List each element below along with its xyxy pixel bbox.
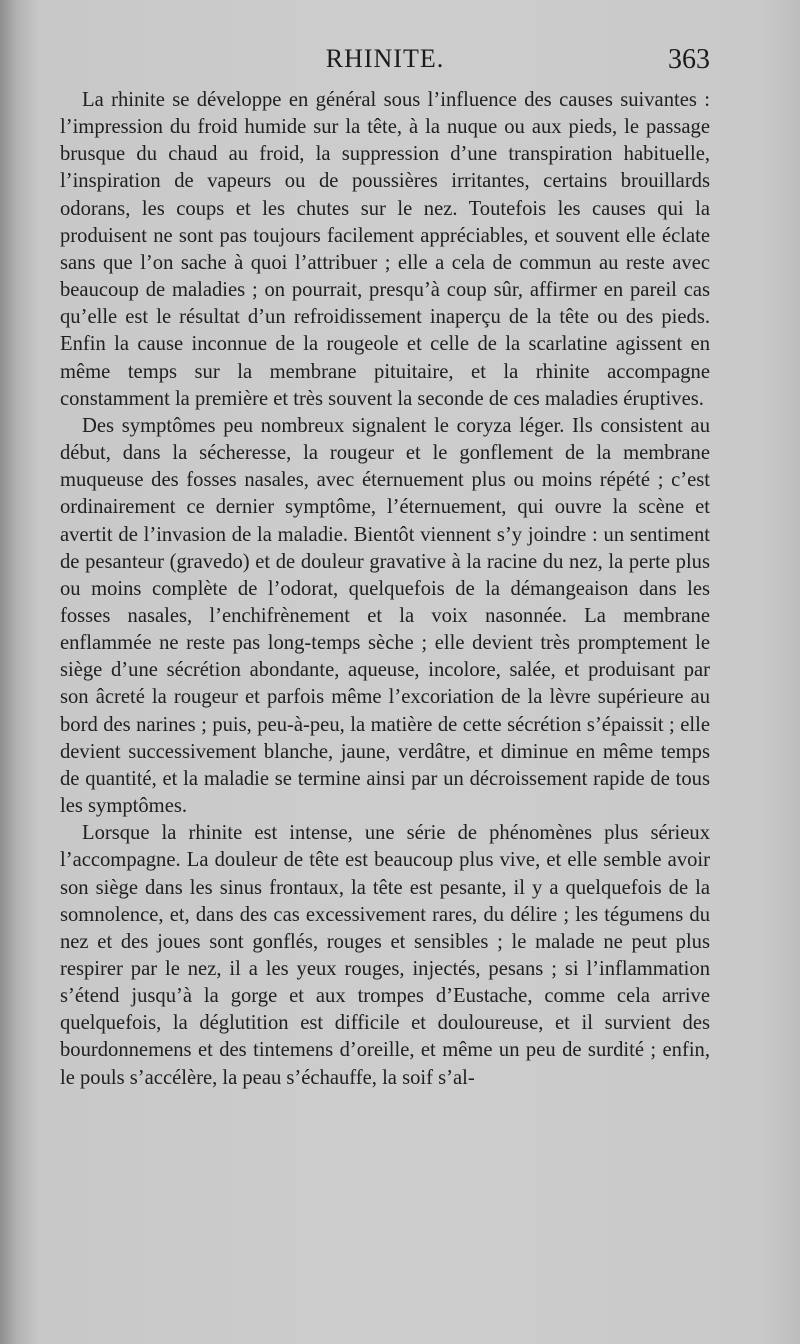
page-number: 363 [668, 44, 710, 75]
paragraph-symptoms: Des symptômes peu nombreux signalent le coryza léger. Ils consistent au début, dans la sécheresse, la rougeur et le gonflement de la membrane muqueuse des fosses nasales, avec éternuement plus ou moins répété ; c’est ordinairement ce dernier symptôme, l’éternuement, qui ouvre la scène et avertit de l’invasion de la maladie. Bientôt viennent s’y joindre : un sentiment de pesanteur (gravedo) et de douleur gravative à la racine du nez, la perte plus ou moins complète de l’odorat, quelquefois de la démangeaison dans les fosses nasales, l’enchifrènement et la voix nasonnée. La membrane enflammée ne reste pas long-temps sèche ; elle devient très promptement le siège d’une sécrétion abondante, aqueuse, incolore, salée, et produisant par son âcreté la rougeur et parfois même l’excoriation de la lèvre supérieure au bord des narines ; puis, peu-à-peu, la matière de cette sécrétion s’épaissit ; elle devient successivement blanche, jaune, verdâtre, et diminue en même temps de quantité, et la maladie se termine ainsi par un décroissement rapide de tous les symptômes. [60, 414, 710, 818]
paragraph-causes: La rhinite se développe en général sous l’influence des causes suivantes : l’impression du froid humide sur la tête, à la nuque ou aux pieds, le passage brusque du chaud au froid, la suppression d’une transpiration habituelle, l’inspiration de vapeurs ou de poussières irritantes, certains brouillards odorans, les coups et les chutes sur le nez. Toutefois les causes qui la produisent ne sont pas toujours facilement appréciables, et souvent elle éclate sans que l’on sache à quoi l’attribuer ; elle a cela de commun au reste avec beaucoup de maladies ; on pourrait, presqu’à coup sûr, affirmer en pareil cas qu’elle est le résultat d’un refroidissement inaperçu de la tête ou des pieds. Enfin la cause inconnue de la rougeole et celle de la scarlatine agissent en même temps sur la membrane pituitaire, et la rhinite accompagne constamment la première et très souvent la seconde de ces maladies éruptives. [60, 89, 710, 410]
page-header [60, 44, 710, 84]
running-title: RHINITE. [325, 44, 445, 73]
text-body [60, 87, 710, 1092]
paragraph-intense-rhinitis: Lorsque la rhinite est intense, une série de phénomènes plus sérieux l’accompagne. La douleur de tête est beaucoup plus vive, et elle semble avoir son siège dans les sinus frontaux, la tête est pesante, il y a quelquefois de la somnolence, et, dans des cas excessivement rares, du délire ; les tégumens du nez et des joues sont gonflés, rouges et sensibles ; le malade ne peut plus respirer par le nez, il a les yeux rouges, injectés, pesans ; si l’inflammation s’étend jusqu’à la gorge et aux trompes d’Eustache, comme cela arrive quelquefois, la déglutition est difficile et douloureuse, et il survient des bourdonnemens et des tintemens d’oreille, et même un peu de surdité ; enfin, le pouls s’accélère, la peau s’échauffe, la soif s’al- [60, 822, 710, 1089]
